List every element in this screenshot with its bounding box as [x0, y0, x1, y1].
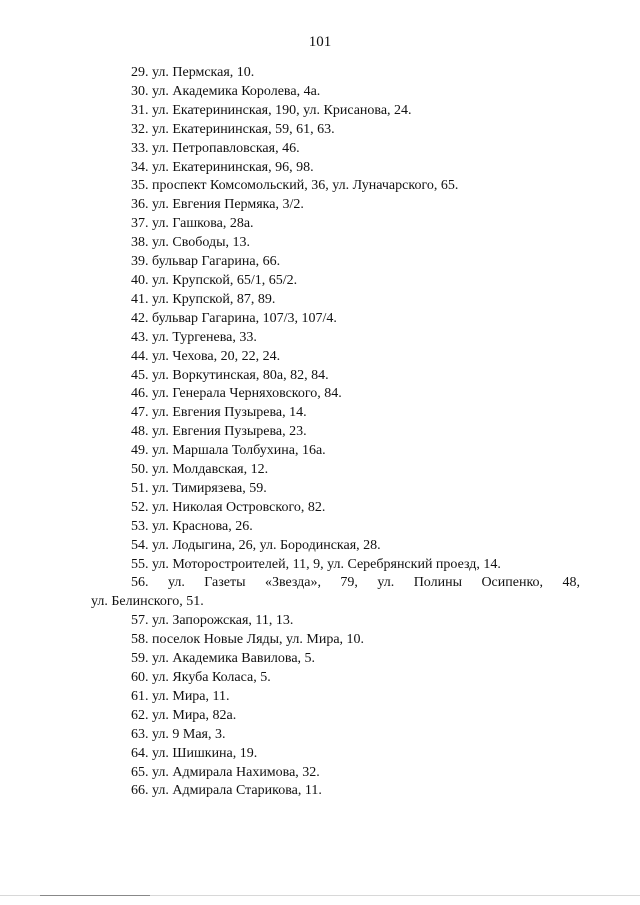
list-item: 59. ул. Академика Вавилова, 5. [131, 651, 316, 667]
list-item: 64. ул. Шишкина, 19. [131, 745, 258, 761]
list-item: 58. поселок Новые Ляды, ул. Мира, 10. [131, 632, 365, 648]
list-item: 53. ул. Краснова, 26. [131, 518, 253, 534]
list-item: 31. ул. Екатерининская, 190, ул. Крисанова, 24. [131, 102, 412, 118]
list-item: 43. ул. Тургенева, 33. [131, 329, 257, 345]
list-item: 36. ул. Евгения Пермяка, 3/2. [131, 197, 304, 213]
list-item: 35. проспект Комсомольский, 36, ул. Луначарского, 65. [131, 178, 459, 194]
list-item: 65. ул. Адмирала Нахимова, 32. [131, 764, 320, 780]
list-item: 38. ул. Свободы, 13. [131, 235, 250, 251]
list-item: 37. ул. Гашкова, 28а. [131, 216, 254, 232]
list-item: 49. ул. Маршала Толбухина, 16а. [131, 443, 326, 459]
page-number: 101 [308, 34, 332, 50]
list-item: 63. ул. 9 Мая, 3. [131, 726, 226, 742]
address-list [0, 64, 640, 801]
list-item: 33. ул. Петропавловская, 46. [131, 140, 300, 156]
list-item: 40. ул. Крупской, 65/1, 65/2. [131, 272, 298, 288]
list-item: 41. ул. Крупской, 87, 89. [131, 291, 276, 307]
list-item-line1: 56. ул. Газеты «Звезда», 79, ул. Полины Осипенко, 48, [131, 575, 580, 591]
list-item: 45. ул. Воркутинская, 80а, 82, 84. [131, 367, 329, 383]
list-item: 48. ул. Евгения Пузырева, 23. [131, 424, 307, 440]
list-item: 47. ул. Евгения Пузырева, 14. [131, 405, 307, 421]
list-item-wrapped [0, 574, 640, 612]
list-item: 62. ул. Мира, 82а. [131, 707, 237, 723]
list-item: 55. ул. Моторостроителей, 11, 9, ул. Серебрянский проезд, 14. [131, 556, 501, 572]
list-item: 60. ул. Якуба Коласа, 5. [131, 670, 271, 685]
list-item: 66. ул. Адмирала Старикова, 11. [131, 783, 322, 799]
list-item: 57. ул. Запорожская, 11, 13. [131, 613, 294, 629]
list-item: 34. ул. Екатерининская, 96, 98. [131, 159, 314, 175]
list-item: 54. ул. Лодыгина, 26, ул. Бородинская, 28. [131, 537, 381, 553]
list-item: 46. ул. Генерала Черняховского, 84. [131, 386, 342, 402]
list-item: 42. бульвар Гагарина, 107/3, 107/4. [131, 310, 337, 326]
footer-divider-mark [40, 895, 150, 896]
list-item: 44. ул. Чехова, 20, 22, 24. [131, 348, 281, 364]
list-item: 61. ул. Мира, 11. [131, 688, 230, 704]
list-item: 50. ул. Молдавская, 12. [131, 462, 269, 478]
list-item-line2: ул. Белинского, 51. [91, 594, 204, 610]
list-item: 52. ул. Николая Островского, 82. [131, 499, 326, 515]
list-item: 29. ул. Пермская, 10. [131, 65, 255, 80]
list-item: 51. ул. Тимирязева, 59. [131, 480, 267, 496]
list-item: 30. ул. Академика Королева, 4а. [131, 83, 321, 99]
list-item: 39. бульвар Гагарина, 66. [131, 254, 281, 270]
list-item: 32. ул. Екатерининская, 59, 61, 63. [131, 121, 335, 137]
